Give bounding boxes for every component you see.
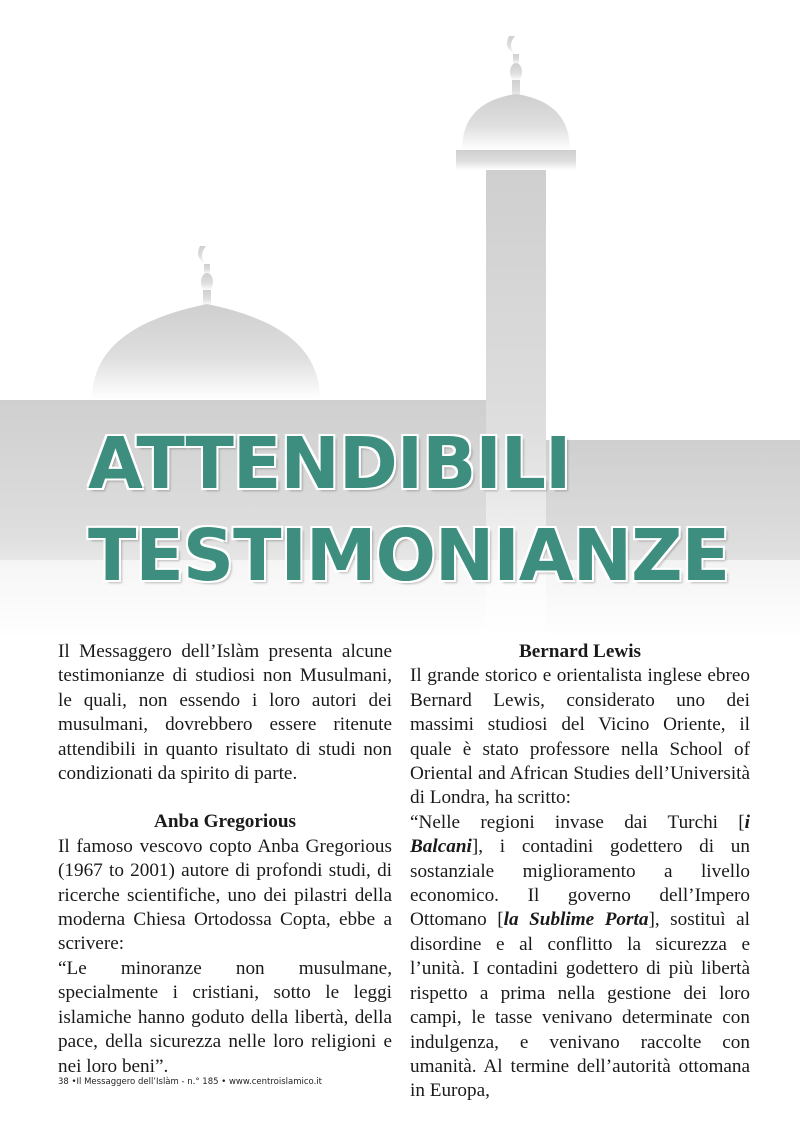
emphasis-sublime-porta: la Sublime Porta (503, 909, 649, 931)
page-footer: 38 •Il Messaggero dell’Islàm - n.° 185 • www.centroislamico.it (58, 1077, 322, 1087)
right-column (410, 640, 750, 1104)
lewis-body: Il grande storico e orientalista inglese ebreo Bernard Lewis, considerato uno dei massimi studiosi del Vicino Oriente, il quale è stato professore nella School of Oriental and African Studies dell’Università di Londra, ha scritto: (410, 665, 750, 809)
lewis-quote-text: ], i contadini godettero di un sostanziale miglioramento a livello economico. Il governo dell’Impero Ottomano [ (410, 836, 750, 931)
intro-paragraph: Il Messaggero dell’Islàm presenta alcune testimonianze di studiosi non Musulmani, le quali, non essendo i loro autori dei musulmani, dovrebbero essere ritenute attendibili in quanto risultato di studi non condizionati da spirito di parte. (58, 641, 392, 785)
title-line-1: ATTENDIBILI (88, 422, 571, 505)
title-line-2: TESTIMONIANZE (88, 514, 730, 597)
lewis-quote-text: ], sostituì al disordine e al conflitto la sicurezza e l’unità. I contadini godettero di più libertà rispetto a prima nella gestione dei loro campi, le tasse venivano determinate con indulgenza, e venivano raccolte con umanità. Al termine dell’autorità ottomana in Europa, (410, 909, 750, 1102)
lewis-quote (410, 811, 750, 1104)
left-column (58, 640, 392, 1079)
gregorious-quote: “Le minoranze non musulmane, specialmente i cristiani, sotto le leggi islamiche hanno goduto della libertà, della pace, della sicurezza nelle loro religioni e nei loro beni”. (58, 957, 392, 1077)
spacer (58, 786, 392, 810)
page-title (88, 418, 729, 602)
lewis-quote-text: “Nelle regioni invase dai Turchi [ (410, 811, 745, 833)
section-heading-gregorious: Anba Gregorious (154, 811, 296, 833)
gregorious-body: Il famoso vescovo copto Anba Gregorious (1967 to 2001) autore di profondi studi, di ricerche scientifiche, uno dei pilastri della moderna Chiesa Ortodossa Copta, ebbe a scrivere: (58, 835, 392, 955)
section-heading-lewis: Bernard Lewis (518, 641, 642, 662)
emphasis-balcani: i Balcani (410, 811, 750, 858)
